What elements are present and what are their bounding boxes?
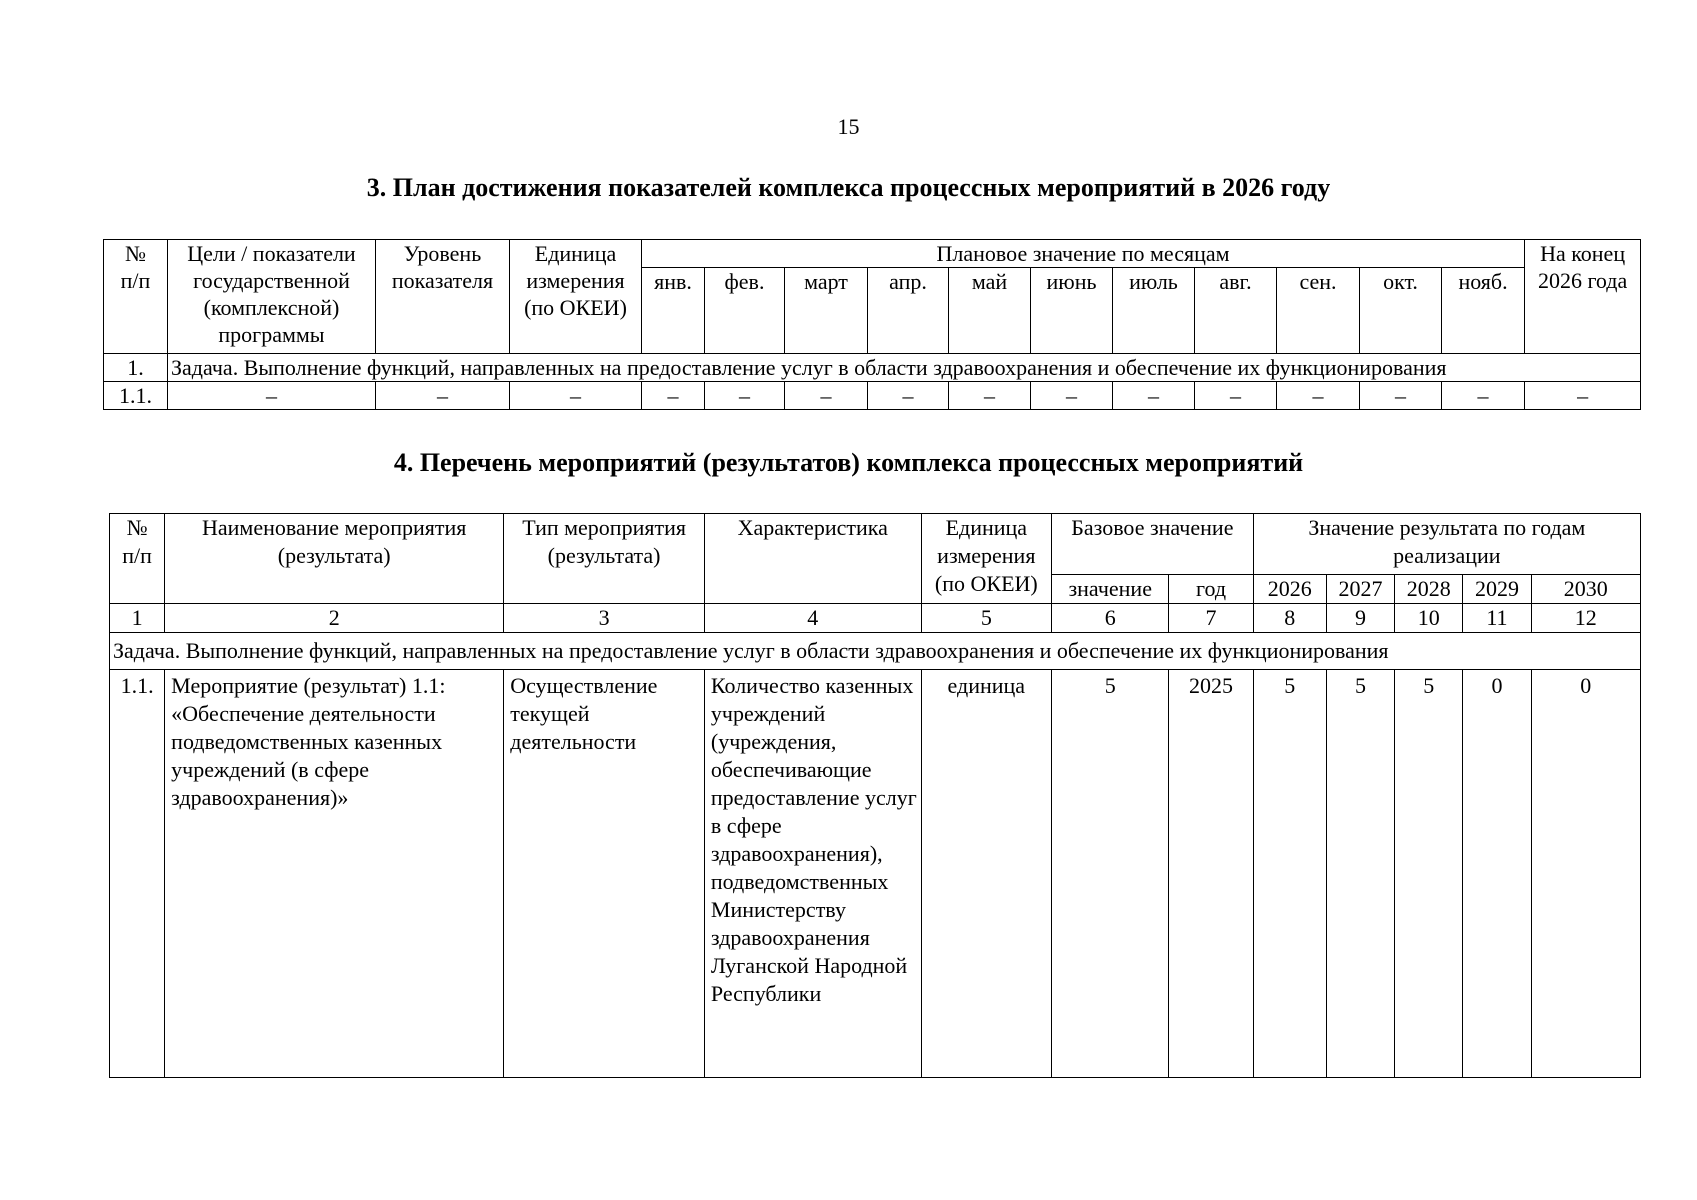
activity-num: 1.1. bbox=[110, 670, 165, 1078]
header-planned: Плановое значение по месяцам bbox=[642, 240, 1525, 268]
header-num: № п/п bbox=[104, 240, 168, 354]
activities-table bbox=[109, 513, 1641, 1078]
header-base: Базовое значение bbox=[1052, 514, 1254, 575]
task-row-num: 1. bbox=[104, 354, 168, 382]
month-header: апр. bbox=[868, 268, 949, 354]
header-year: 2030 bbox=[1531, 575, 1640, 604]
activity-name: Мероприятие (результат) 1.1: «Обеспечение деятельности подведомственных казенных учреждений (в сфере здравоохранения)» bbox=[165, 670, 504, 1078]
data-cell: – bbox=[1442, 382, 1525, 410]
data-cell: – bbox=[1277, 382, 1360, 410]
data-cell: – bbox=[168, 382, 376, 410]
activity-value: 5 bbox=[1395, 670, 1463, 1078]
column-number: 8 bbox=[1253, 604, 1326, 633]
data-cell: – bbox=[510, 382, 642, 410]
header-year: 2029 bbox=[1463, 575, 1531, 604]
activity-unit: единица bbox=[921, 670, 1051, 1078]
activity-value: 0 bbox=[1531, 670, 1640, 1078]
header-year: 2027 bbox=[1326, 575, 1394, 604]
column-number: 4 bbox=[704, 604, 921, 633]
column-number: 11 bbox=[1463, 604, 1531, 633]
indicator-plan-table bbox=[103, 239, 1641, 410]
page-number: 15 bbox=[837, 114, 860, 139]
data-cell: – bbox=[785, 382, 868, 410]
month-header: нояб. bbox=[1442, 268, 1525, 354]
month-header: март bbox=[785, 268, 868, 354]
header-num: № п/п bbox=[110, 514, 165, 604]
data-cell: – bbox=[1360, 382, 1442, 410]
activity-type: Осуществление текущей деятельности bbox=[504, 670, 705, 1078]
header-year: 2026 bbox=[1253, 575, 1326, 604]
month-header: янв. bbox=[642, 268, 705, 354]
column-number: 5 bbox=[921, 604, 1051, 633]
month-header: фев. bbox=[705, 268, 785, 354]
activity-value: 5 bbox=[1253, 670, 1326, 1078]
data-cell: – bbox=[949, 382, 1031, 410]
month-header: май bbox=[949, 268, 1031, 354]
section-3-title: 3. План достижения показателей комплекса процессных мероприятий в 2026 году bbox=[366, 173, 1331, 202]
data-cell: – bbox=[1113, 382, 1195, 410]
task-row: Задача. Выполнение функций, направленных на предоставление услуг в области здравоохранения и обеспечение их функционирования bbox=[110, 633, 1641, 670]
data-cell: – bbox=[1031, 382, 1113, 410]
header-unit: Единица измерения (по ОКЕИ) bbox=[510, 240, 642, 354]
month-header: июль bbox=[1113, 268, 1195, 354]
header-by-years: Значение результата по годам реализации bbox=[1253, 514, 1640, 575]
data-row-num: 1.1. bbox=[104, 382, 168, 410]
header-goals: Цели / показатели государственной (комплексной) программы bbox=[168, 240, 376, 354]
header-year: 2028 bbox=[1395, 575, 1463, 604]
task-row-text: Задача. Выполнение функций, направленных на предоставление услуг в области здравоохранения и обеспечение их функционирования bbox=[168, 354, 1641, 382]
column-number: 9 bbox=[1326, 604, 1394, 633]
activity-value: 5 bbox=[1326, 670, 1394, 1078]
column-number: 2 bbox=[165, 604, 504, 633]
activity-characteristic: Количество казенных учреждений (учреждения, обеспечивающие предоставление услуг в сфере здравоохранения), подведомственных Министерству здравоохранения Луганской Народной Республики bbox=[704, 670, 921, 1078]
data-cell: – bbox=[705, 382, 785, 410]
month-header: июнь bbox=[1031, 268, 1113, 354]
month-header: авг. bbox=[1195, 268, 1277, 354]
data-cell: – bbox=[642, 382, 705, 410]
data-cell: – bbox=[376, 382, 510, 410]
header-unit: Единица измерения (по ОКЕИ) bbox=[921, 514, 1051, 604]
header-type: Тип мероприятия (результата) bbox=[504, 514, 705, 604]
section-4-title: 4. Перечень мероприятий (результатов) комплекса процессных мероприятий bbox=[393, 448, 1304, 477]
data-cell: – bbox=[1195, 382, 1277, 410]
column-number: 7 bbox=[1169, 604, 1253, 633]
data-cell: – bbox=[868, 382, 949, 410]
header-name: Наименование мероприятия (результата) bbox=[165, 514, 504, 604]
header-characteristic: Характеристика bbox=[704, 514, 921, 604]
column-number: 6 bbox=[1052, 604, 1169, 633]
month-header: окт. bbox=[1360, 268, 1442, 354]
column-number: 10 bbox=[1395, 604, 1463, 633]
activity-base-year: 2025 bbox=[1169, 670, 1253, 1078]
activity-base-value: 5 bbox=[1052, 670, 1169, 1078]
header-base-year: год bbox=[1169, 575, 1253, 604]
month-header: сен. bbox=[1277, 268, 1360, 354]
activity-value: 0 bbox=[1463, 670, 1531, 1078]
column-number: 1 bbox=[110, 604, 165, 633]
header-end-of-year: На конец 2026 года bbox=[1525, 240, 1641, 354]
data-cell: – bbox=[1525, 382, 1641, 410]
header-level: Уровень показателя bbox=[376, 240, 510, 354]
column-number: 3 bbox=[504, 604, 705, 633]
column-number: 12 bbox=[1531, 604, 1640, 633]
header-base-value: значение bbox=[1052, 575, 1169, 604]
